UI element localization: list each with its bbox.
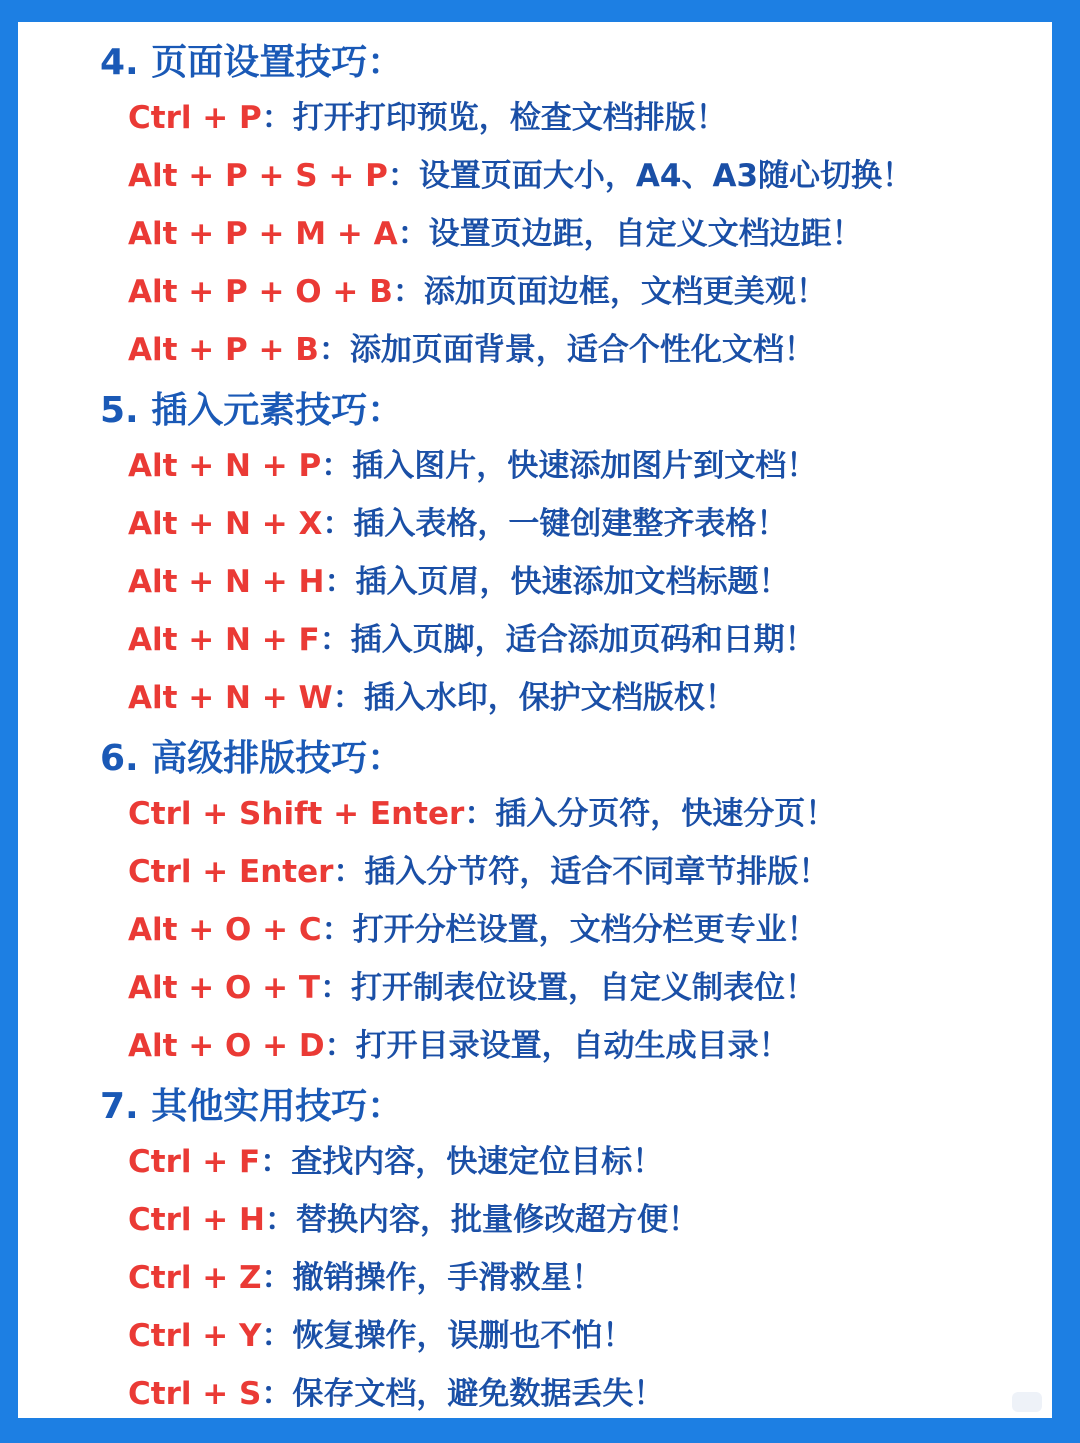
shortcut-row <box>128 268 827 316</box>
shortcut-description: ：添加页面边框，文档更美观！ <box>392 274 827 310</box>
shortcut-row <box>128 1312 634 1360</box>
shortcut-row <box>128 1138 663 1186</box>
shortcut-description: ：打开分栏设置，文档分栏更专业！ <box>321 912 818 948</box>
shortcut-row <box>128 1022 790 1070</box>
shortcut-keys: Ctrl + Shift + Enter <box>128 796 465 832</box>
shortcut-row <box>128 1370 664 1418</box>
shortcut-description: ：打开制表位设置，自定义制表位！ <box>320 970 817 1006</box>
shortcut-description: ：打开目录设置，自动生成目录！ <box>324 1028 790 1064</box>
section-title-advanced-layout: 6. 高级排版技巧： <box>100 738 404 779</box>
shortcut-keys: Alt + P + B <box>128 332 319 368</box>
shortcut-row <box>128 558 789 606</box>
shortcut-row <box>128 500 787 548</box>
shortcut-keys: Ctrl + Z <box>128 1260 262 1296</box>
shortcut-keys: Alt + N + F <box>128 622 320 658</box>
content-card <box>18 22 1052 1418</box>
shortcut-description: ：保存文档，避免数据丢失！ <box>261 1376 665 1412</box>
shortcut-row <box>128 616 816 664</box>
shortcut-description: ：查找内容，快速定位目标！ <box>260 1144 664 1180</box>
watermark-logo-icon <box>1012 1392 1042 1412</box>
shortcut-keys: Alt + N + P <box>128 448 322 484</box>
shortcut-description: ：添加页面背景，适合个性化文档！ <box>318 332 815 368</box>
shortcut-keys: Alt + N + W <box>128 680 333 716</box>
shortcut-description: ：插入页眉，快速添加文档标题！ <box>324 564 790 600</box>
section-title-other-tips: 7. 其他实用技巧： <box>100 1086 404 1127</box>
shortcut-description: ：替换内容，批量修改超方便！ <box>265 1202 699 1238</box>
shortcut-keys: Ctrl + P <box>128 100 262 136</box>
shortcut-row <box>128 906 818 954</box>
shortcut-description: ：恢复操作，误删也不怕！ <box>261 1318 634 1354</box>
shortcut-description: ：插入表格，一键创建整齐表格！ <box>322 506 788 542</box>
shortcut-keys: Ctrl + Y <box>128 1318 262 1354</box>
shortcut-description: ：插入页脚，适合添加页码和日期！ <box>319 622 816 658</box>
shortcut-description: ：插入分页符，快速分页！ <box>464 796 837 832</box>
shortcut-keys: Alt + O + C <box>128 912 322 948</box>
shortcut-keys: Ctrl + H <box>128 1202 265 1238</box>
shortcut-description: ：设置页面大小，A4、A3随心切换！ <box>387 158 914 194</box>
shortcut-description: ：打开打印预览，检查文档排版！ <box>261 100 727 136</box>
shortcut-row <box>128 964 816 1012</box>
shortcut-keys: Alt + O + D <box>128 1028 325 1064</box>
shortcut-row <box>128 94 727 142</box>
shortcut-description: ：插入分节符，适合不同章节排版！ <box>333 854 830 890</box>
shortcut-row <box>128 790 836 838</box>
shortcut-row <box>128 848 829 896</box>
section-title-page-setup: 4. 页面设置技巧： <box>100 42 404 83</box>
shortcut-keys: Ctrl + Enter <box>128 854 334 890</box>
shortcut-description: ：插入水印，保护文档版权！ <box>332 680 736 716</box>
shortcut-row <box>128 210 863 258</box>
shortcut-description: ：插入图片，快速添加图片到文档！ <box>321 448 818 484</box>
shortcut-description: ：设置页边距，自定义文档边距！ <box>397 216 863 252</box>
shortcut-keys: Alt + N + H <box>128 564 325 600</box>
shortcut-row <box>128 674 736 722</box>
shortcut-row <box>128 442 817 490</box>
shortcut-keys: Alt + O + T <box>128 970 321 1006</box>
shortcut-keys: Ctrl + F <box>128 1144 261 1180</box>
shortcut-description: ：撤销操作，手滑救星！ <box>261 1260 603 1296</box>
shortcut-keys: Alt + N + X <box>128 506 323 542</box>
section-title-insert-elements: 5. 插入元素技巧： <box>100 390 404 431</box>
shortcut-row <box>128 326 815 374</box>
shortcut-row <box>128 152 913 200</box>
shortcut-keys: Alt + P + O + B <box>128 274 393 310</box>
shortcut-row <box>128 1254 603 1302</box>
shortcut-keys: Alt + P + M + A <box>128 216 398 252</box>
shortcut-keys: Ctrl + S <box>128 1376 262 1412</box>
shortcut-row <box>128 1196 699 1244</box>
shortcut-keys: Alt + P + S + P <box>128 158 388 194</box>
